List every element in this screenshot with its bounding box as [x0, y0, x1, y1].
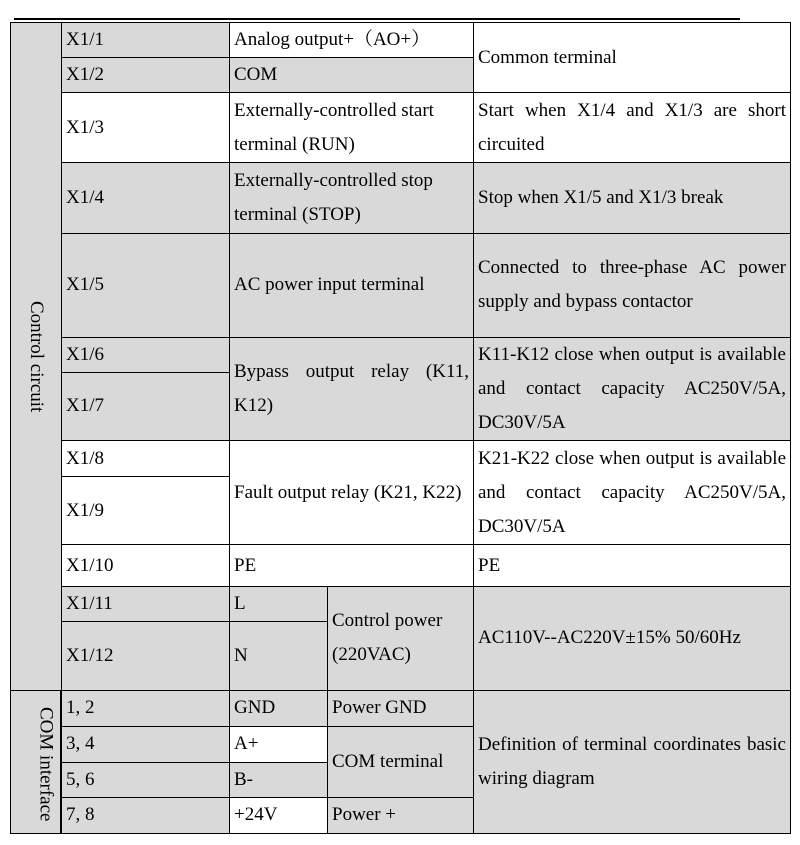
terminal-desc-cell: Common terminal	[474, 23, 791, 93]
terminal-cell: 5, 6	[62, 762, 230, 797]
table-row	[11, 587, 791, 622]
terminal-cell: X1/10	[62, 545, 230, 587]
terminal-cell: X1/9	[62, 477, 230, 545]
section-label-com-interface: COM interface	[11, 691, 61, 833]
terminal-cell: X1/6	[62, 337, 230, 372]
table-row	[11, 23, 791, 58]
function-cell: Control power (220VAC)	[328, 587, 474, 690]
pin-cell: L	[230, 587, 328, 622]
terminal-desc-cell: Definition of terminal coordinates basic wiring diagram	[474, 690, 791, 833]
terminal-desc-cell: Connected to three-phase AC power supply and bypass contactor	[474, 233, 791, 337]
terminal-cell: 1, 2	[62, 690, 230, 726]
terminal-name-cell: Externally-controlled stop terminal (STOP)	[230, 163, 474, 233]
terminal-name-cell: AC power input terminal	[230, 233, 474, 337]
terminal-spec-table	[10, 22, 791, 834]
terminal-cell: X1/5	[62, 233, 230, 337]
terminal-desc-cell: K21-K22 close when output is available and contact capacity AC250V/5A, DC30V/5A	[474, 440, 791, 544]
terminal-cell: X1/11	[62, 587, 230, 622]
terminal-name-cell: PE	[230, 545, 474, 587]
table-row	[11, 93, 791, 163]
terminal-name-cell: Analog output+（AO+）	[230, 23, 474, 58]
terminal-desc-cell: AC110V--AC220V±15% 50/60Hz	[474, 587, 791, 690]
terminal-cell: X1/12	[62, 622, 230, 690]
function-cell: COM terminal	[328, 726, 474, 797]
pin-cell: A+	[230, 726, 328, 762]
terminal-desc-cell: PE	[474, 545, 791, 587]
terminal-cell: X1/8	[62, 440, 230, 476]
terminal-name-cell: Externally-controlled start terminal (RUN)	[230, 93, 474, 163]
table-row	[11, 545, 791, 587]
function-cell: Power GND	[328, 690, 474, 726]
terminal-name-cell: Bypass output relay (K11, K12)	[230, 337, 474, 440]
table-row	[11, 440, 791, 476]
function-cell: Power +	[328, 797, 474, 833]
top-rule	[14, 18, 740, 20]
pin-cell: N	[230, 622, 328, 690]
table-row	[11, 337, 791, 372]
pin-cell: B-	[230, 762, 328, 797]
terminal-cell: X1/7	[62, 372, 230, 440]
terminal-desc-cell: Stop when X1/5 and X1/3 break	[474, 163, 791, 233]
terminal-desc-cell: Start when X1/4 and X1/3 are short circuited	[474, 93, 791, 163]
terminal-desc-cell: K11-K12 close when output is available and contact capacity AC250V/5A, DC30V/5A	[474, 337, 791, 440]
terminal-name-cell: COM	[230, 58, 474, 93]
table-row	[11, 690, 791, 726]
pin-cell: GND	[230, 690, 328, 726]
terminal-cell: X1/3	[62, 93, 230, 163]
terminal-cell: 7, 8	[62, 797, 230, 833]
terminal-cell: 3, 4	[62, 726, 230, 762]
section-label-control-circuit: Control circuit	[11, 23, 62, 691]
table-row	[11, 163, 791, 233]
terminal-cell: X1/1	[62, 23, 230, 58]
table-row	[11, 233, 791, 337]
terminal-cell: X1/2	[62, 58, 230, 93]
pin-cell: +24V	[230, 797, 328, 833]
terminal-cell: X1/4	[62, 163, 230, 233]
terminal-name-cell: Fault output relay (K21, K22)	[230, 440, 474, 544]
